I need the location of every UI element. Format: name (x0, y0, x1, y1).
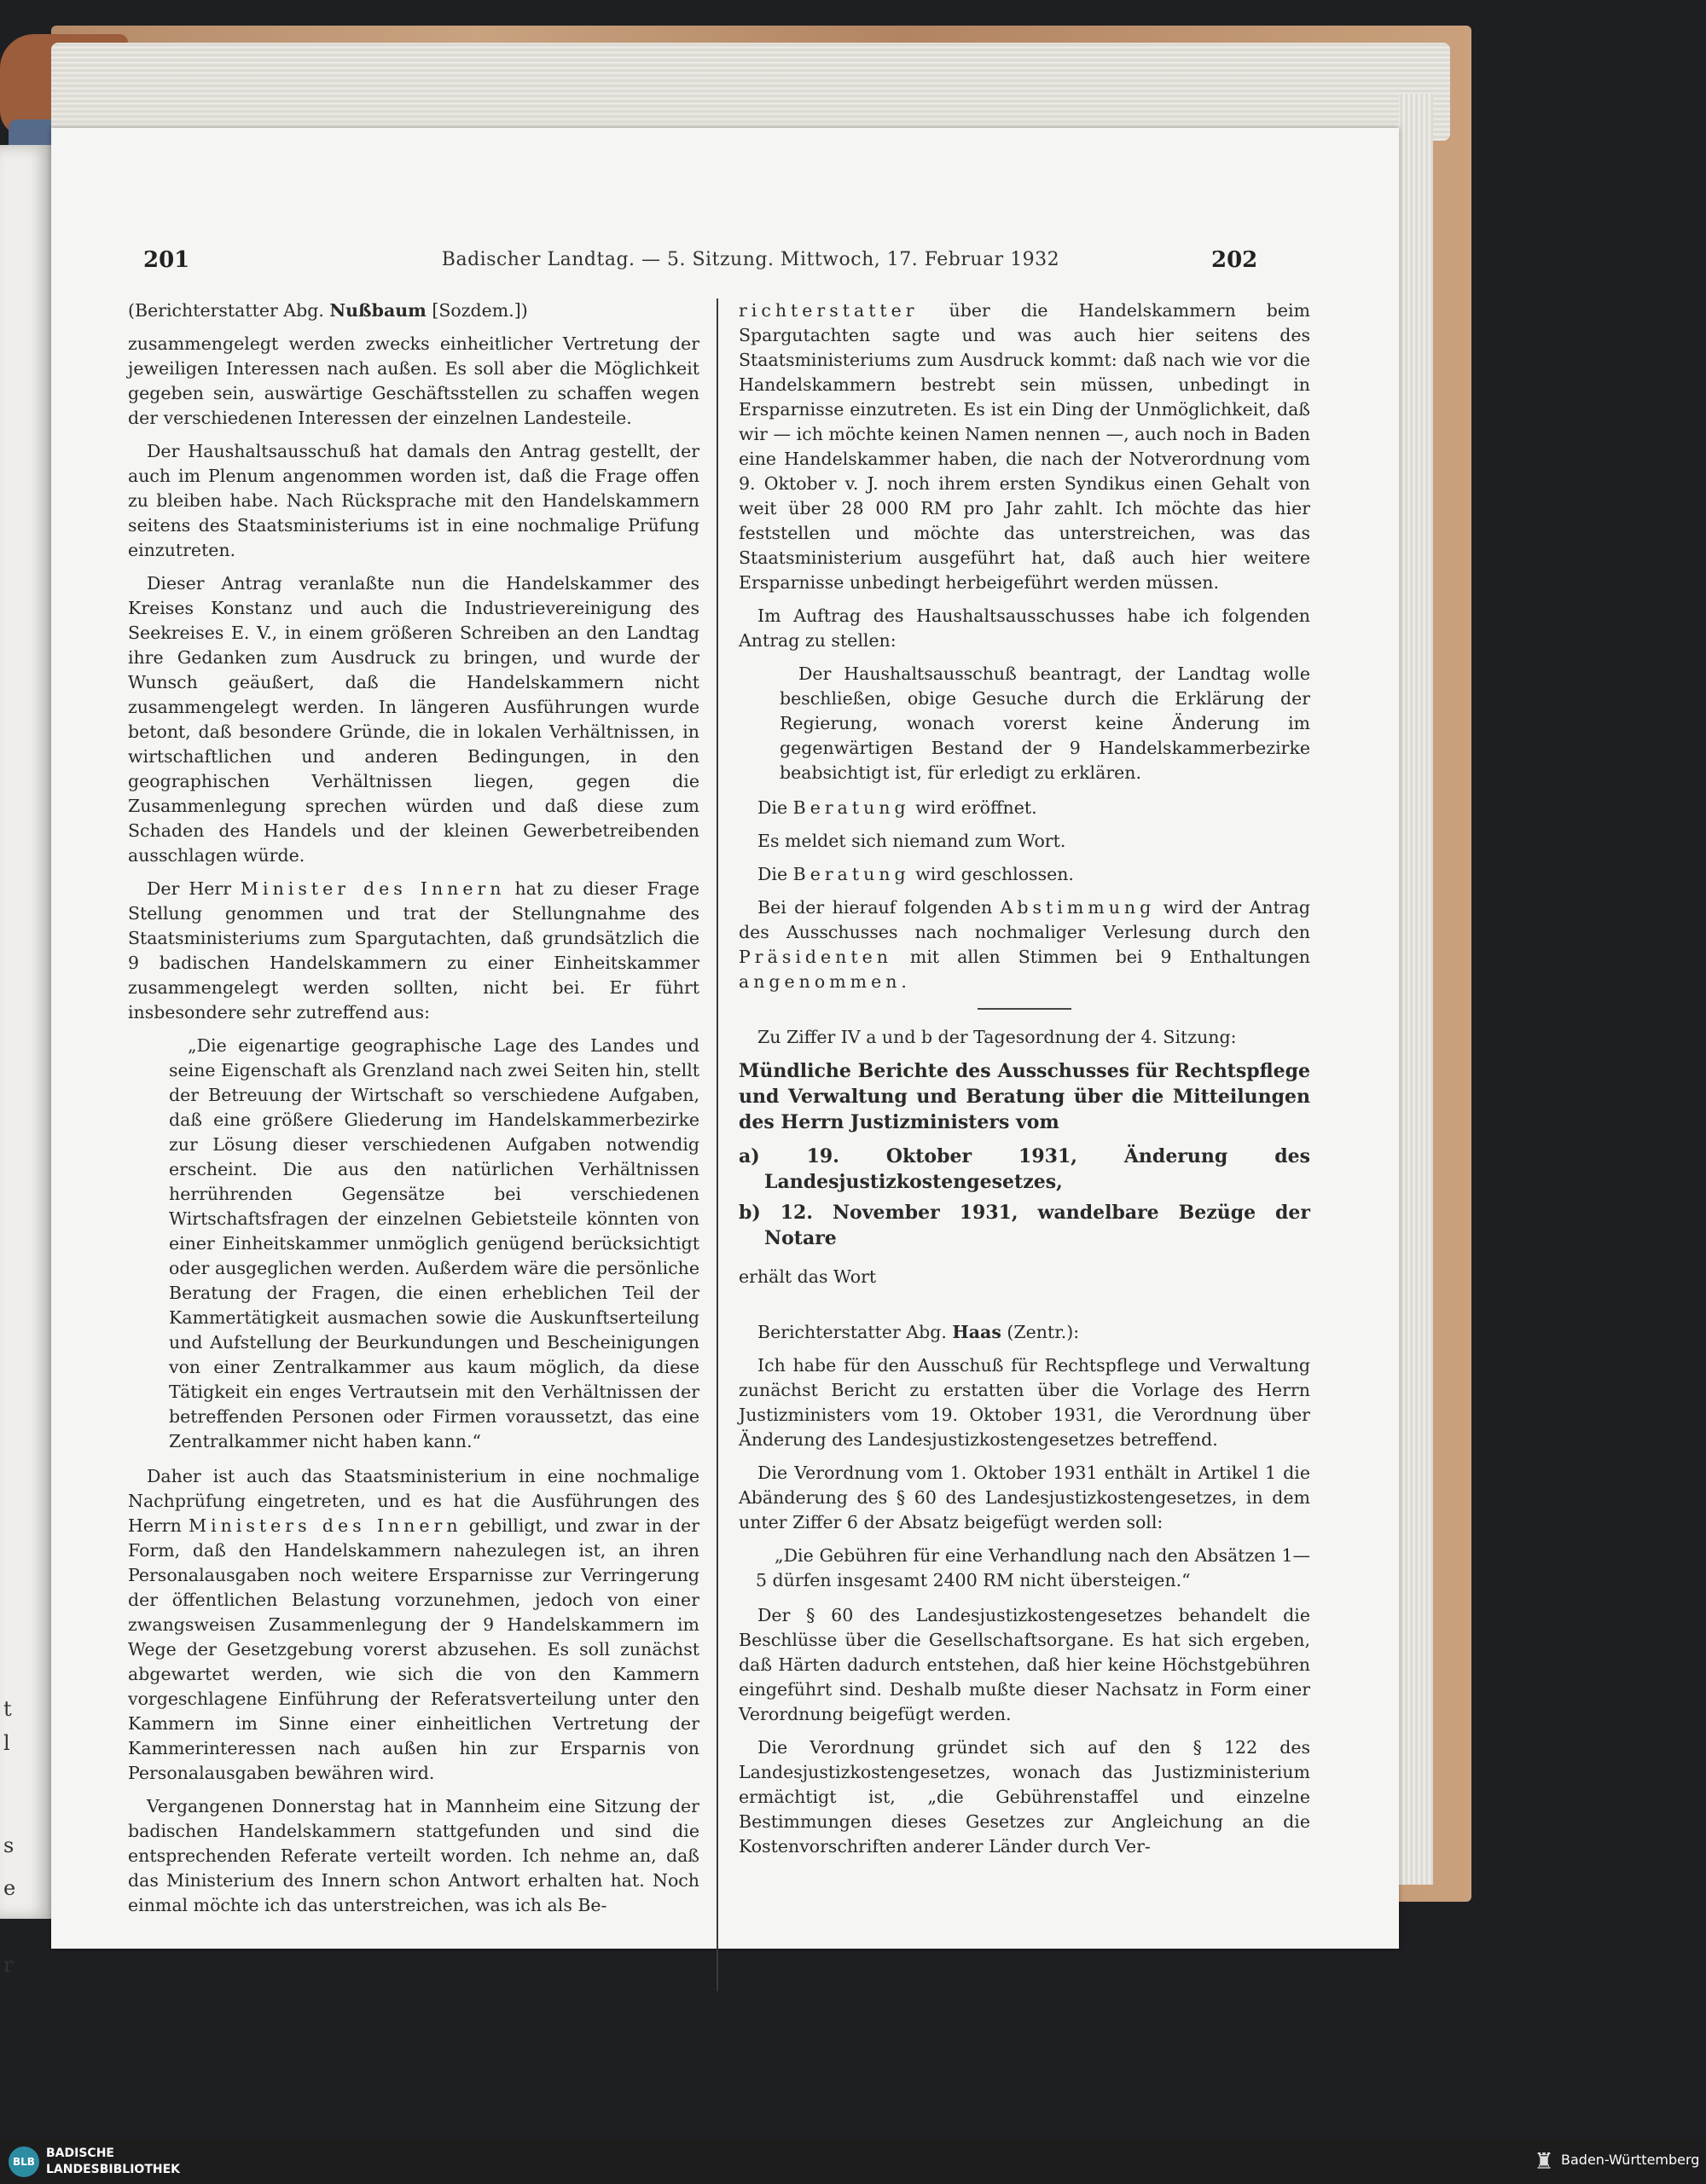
document-page (51, 128, 1399, 1949)
paragraph: Die Beratung wird eröffnet. (757, 797, 1037, 818)
paragraph: Bei der hierauf folgenden Abstimmung wird der Antrag des Ausschusses nach nochmaliger Verlesung durch den Präsidenten mit allen Stimmen bei 9 Enthaltungen angenommen. (739, 897, 1310, 992)
speaker-line: (Berichterstatter Abg. Nußbaum [Sozdem.]) (128, 300, 528, 321)
library-name[interactable]: BADISCHE LANDESBIBLIOTHEK (46, 2146, 181, 2176)
paragraph: Die Beratung wird geschlossen. (757, 864, 1074, 884)
column-divider (717, 298, 718, 1991)
paragraph: zusammengelegt werden zwecks einheitlicher Vertretung der jeweiligen Interessen nach außen. Es soll aber die Möglichkeit gegeben sein, auswärtige Geschäftsstellen zu schaffen wegen der verschiedenen Interessen der einzelnen Landesteile. (128, 333, 699, 428)
block-quote: „Die Gebühren für eine Verhandlung nach den Absätzen 1—5 dürfen insgesamt 2400 RM nicht übersteigen.“ (756, 1545, 1310, 1590)
margin-letter: s (3, 1834, 15, 1857)
paragraph: Dieser Antrag veranlaßte nun die Handelskammer des Kreises Konstanz und auch die Industrievereinigung des Seekreises E. V., in einem größeren Schreiben an den Landtag ihre Gedanken zum Ausdruck zu bringen, und wurde der Wunsch geäußert, daß die Handelskammern nicht zusammengelegt werden. In längeren Ausführungen wurde betont, daß besondere Gründe, die in lokalen Verhältnissen, in wirtschaftlichen und anderen Bedingungen, in den geographischen Verhältnissen liegen, gegen die Zusammenlegung sprechen würden und daß diese zum Schaden des Handels und der kleinen Gewerbetreibenden ausschlagen würde. (128, 573, 699, 866)
block-quote: „Die eigenartige geographische Lage des Landes und seine Eigenschaft als Grenzland nach zwei Seiten hin, stellt der Betreuung der Wirtschaft so verschiedene Aufgaben, daß eine größere Gliederung im Handelskammerbezirke zur Lösung dieser verschiedenen Aufgaben notwendig erscheint. Die aus den natürlichen Verhältnissen herrührenden Gegensätze bei verschiedenen Wirtschaftsfragen der einzelnen Gebietsteile könnten von einer Einheitskammer unmöglich genügend berücksichtigt oder ausgeglichen werden. Außerdem wäre die persönliche Beratung der Fragen, die einen erheblichen Teil der Kammertätigkeit ausmachen sowie die Auskunftserteilung und Aufstellung der Beurkundungen und Bescheinigungen von einer Zentralkammer aus kaum möglich, da diese Tätigkeit ein enges Vertrautsein mit den Verhältnissen der betreffenden Personen oder Firmen voraussetzt, das eine Zentralkammer nicht haben kann.“ (169, 1035, 699, 1451)
paragraph: richterstatter über die Handelskammern beim Spargutachten sagte und was auch hier seitens des Staatsministeriums zum Ausdruck kommt: daß nach wie vor die Handelskammern bestrebt sein müssen, unbedingt in Ersparnisse einzutreten. Es ist ein Ding der Unmöglichkeit, daß wir — ich möchte keinen Namen nennen —, auch noch in Baden eine Handelskammer haben, die nach der Notverordnung vom 9. Oktober v. J. noch ihrem ersten Syndikus einen Gehalt von weit über 28 000 RM pro Jahr zahlt. Ich möchte das hier feststellen und möchte das unterstreichen, was das Staatsministerium ausgeführt hat, daß auch hier weitere Ersparnisse unbedingt herbeigeführt werden müssen. (739, 300, 1310, 593)
page-stack-edge (51, 43, 1450, 141)
left-column (128, 298, 699, 1926)
right-column (739, 298, 1310, 1868)
agenda-item-a: a) 19. Oktober 1931, Änderung des Landesjustizkostengesetzes, (739, 1145, 1310, 1193)
paragraph: Der § 60 des Landesjustizkostengesetzes behandelt die Beschlüsse über die Gesellschaftsorgane. Es hat sich ergeben, daß Härten dadurch entstehen, daß hier keine Höchstgebühren eingeführt sind. Deshalb mußte dieser Nachsatz in Form einer Verordnung beigefügt werden. (739, 1605, 1310, 1724)
paragraph: Die Verordnung gründet sich auf den § 122 des Landesjustizkostengesetzes, wonach das Justizministerium ermächtigt ist, „die Gebührenstaffel und einzelne Bestimmungen dieses Gesetzes zur Angleichung an die Kostenvorschriften anderer Länder durch Ver- (739, 1737, 1310, 1857)
paragraph: Vergangenen Donnerstag hat in Mannheim eine Sitzung der badischen Handelskammern stattgefunden und sind die entsprechenden Referate verteilt worden. Ich nehme an, daß das Ministerium des Innern schon Antwort erhalten hat. Noch einmal möchte ich das unterstreichen, was ich als Be- (128, 1796, 699, 1915)
paragraph: Im Auftrag des Haushaltsausschusses habe ich folgenden Antrag zu stellen: (739, 605, 1310, 651)
paragraph: Ich habe für den Ausschuß für Rechtspflege und Verwaltung zunächst Bericht zu erstatten über die Vorlage des Herrn Justizministers vom 19. Oktober 1931, die Verordnung über Änderung des Landesjustizkostengesetzes betreffend. (739, 1355, 1310, 1450)
page-number-right: 202 (1211, 247, 1258, 273)
paragraph: Daher ist auch das Staatsministerium in eine nochmalige Nachprüfung eingetreten, und es hat die Ausführungen des Herrn Ministers des Innern gebilligt, und zwar in der Form, daß den Handelskammern nahezulegen ist, an ihren Personalausgaben noch weitere Ersparnisse zur Verringerung der öffentlichen Belastung vorzunehmen, jedoch von einer zwangsweisen Zusammenlegung der 9 Handelskammern im Wege der Gesetzgebung vorerst abzusehen. Es soll zunächst abgewartet werden, wie sich die von den Kammern vorgeschlagene Einführung der Referatsverteilung unter den Kammern im Sinne einer einheitlichen Vertretung der Kammerinteressen nach außen hin zur Ersparnis von Personalausgaben bewähren wird. (128, 1466, 700, 1783)
agenda-line: Zu Ziffer IV a und b der Tagesordnung der 4. Sitzung: (757, 1027, 1237, 1047)
paragraph: Die Verordnung vom 1. Oktober 1931 enthält in Artikel 1 die Abänderung des § 60 des Landesjustizkostengesetzes, in dem unter Ziffer 6 der Absatz beigefügt werden soll: (739, 1463, 1310, 1532)
section-heading: Mündliche Berichte des Ausschusses für Rechtspflege und Verwaltung und Beratung über die Mitteilungen des Herrn Justizministers vom (739, 1060, 1310, 1133)
blb-logo-icon[interactable]: BLB (9, 2146, 39, 2177)
reporter-name: Haas (952, 1322, 1001, 1342)
margin-letter: e (3, 1876, 16, 1900)
paragraph: Es meldet sich niemand zum Wort. (757, 831, 1066, 851)
reporter-line: Berichterstatter Abg. Haas (Zentr.): (757, 1322, 1080, 1342)
margin-letter: r (3, 1953, 14, 1977)
agenda-item-b: b) 12. November 1931, wandelbare Bezüge der Notare (739, 1202, 1310, 1249)
paragraph: Der Haushaltsausschuß hat damals den Antrag gestellt, der auch im Plenum angenommen worden ist, daß die Frage offen zu bleiben habe. Nach Rücksprache mit den Handelskammern seitens des Staatsministeriums ist in eine nochmalige Prüfung einzutreten. (128, 441, 699, 560)
state-crest-icon: ♜ (1534, 2149, 1554, 2175)
gets-word-line: erhält das Wort (739, 1266, 877, 1287)
motion-text: Der Haushaltsausschuß beantragt, der Landtag wolle beschließen, obige Gesuche durch die Erklärung der Regierung, wonach vorerst keine Änderung im gegenwärtigen Bestand der 9 Handelskammerbezirke beabsichtigt ist, für erledigt zu erklären. (780, 663, 1310, 783)
page-stack-right-edge (1399, 94, 1433, 1885)
section-divider (978, 1008, 1071, 1010)
margin-letter: l (3, 1731, 10, 1755)
speaker-name: Nußbaum (329, 300, 426, 321)
state-name[interactable]: Baden-Württemberg (1561, 2152, 1700, 2168)
paragraph: Der Herr Minister des Innern hat zu dieser Frage Stellung genommen und trat der Stellungnahme des Staatsministeriums zum Spargutachten, daß grundsätzlich die 9 badischen Handelskammern zu einer Einheitskammer zusammengelegt werden sollten, nicht bei. Er führt insbesondere sehr zutreffend aus: (128, 878, 699, 1022)
margin-letter: t (3, 1697, 12, 1721)
viewer-footer (0, 2139, 1706, 2184)
left-page-edge (0, 145, 53, 1977)
page-number-left: 201 (143, 247, 190, 273)
running-header: Badischer Landtag. — 5. Sitzung. Mittwoch, 17. Februar 1932 (441, 249, 1060, 270)
